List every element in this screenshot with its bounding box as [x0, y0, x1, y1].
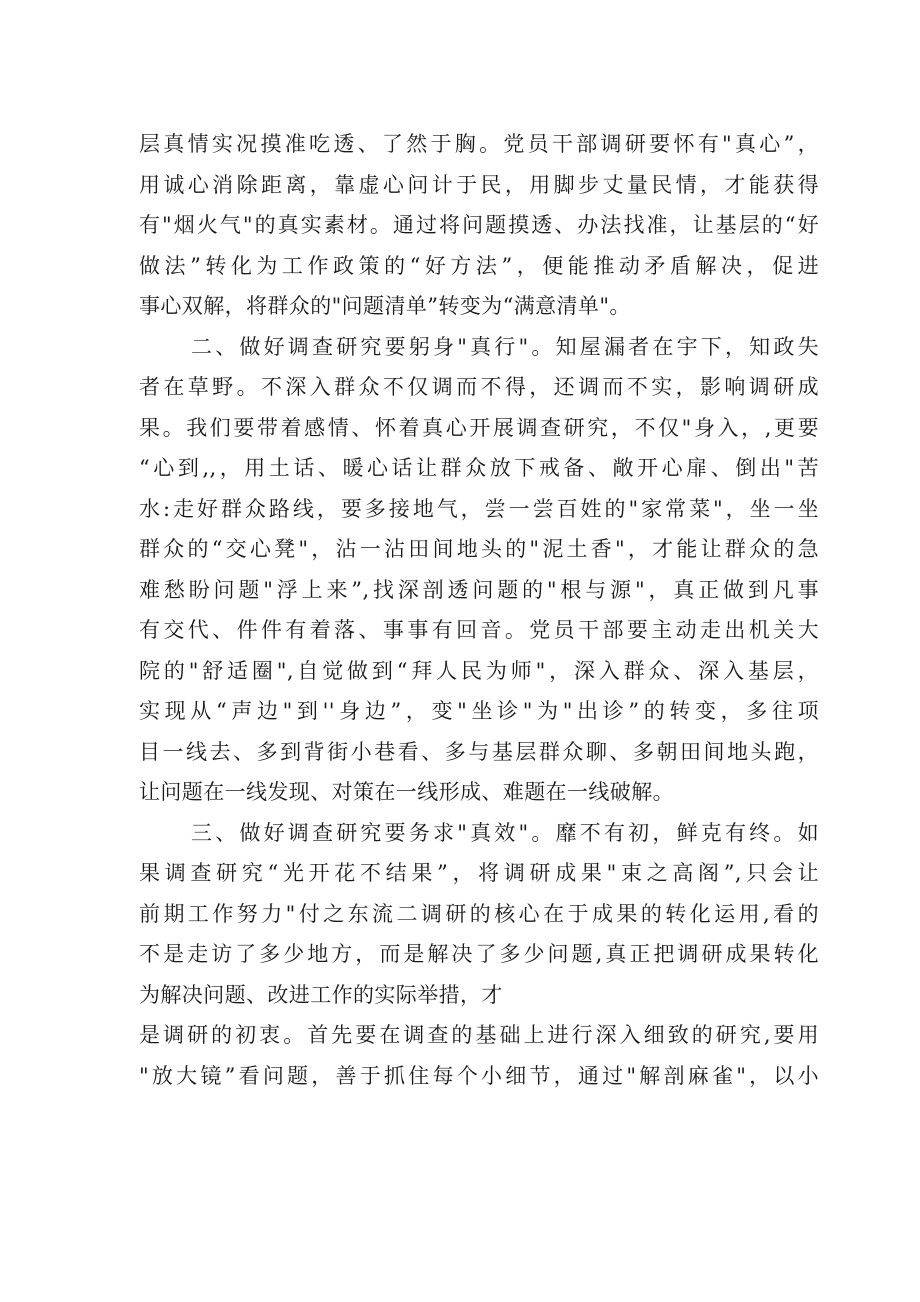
text-line: 者在草野。不深入群众不仅调而不得，还调而不实，影响调研成 — [139, 375, 819, 399]
text-line: 不是走访了多少地方，而是解决了多少问题,真正把调研成果转化 — [139, 942, 819, 966]
document-body — [139, 124, 819, 1096]
text-line: 用诚心消除距离，靠虚心问计于民，用脚步丈量民情，才能获得 — [139, 172, 819, 197]
text-line: 有"烟火气"的真实素材。通过将问题摸透、办法找准，让基层的“好 — [139, 213, 819, 237]
text-line: 果调查研究“光开花不结果”，将调研成果"束之高阁”,只会让 — [139, 861, 819, 885]
text-line: 难愁盼问题"浮上来”,找深剖透问题的"根与源"，真正做到凡事 — [139, 577, 819, 602]
text-line: 二、做好调查研究要躬身"真行"。知屋漏者在宇下，知政失 — [191, 334, 819, 359]
text-line: 事心双解，将群众的"问题清单”转变为“满意清单"。 — [139, 294, 631, 318]
text-line: 目一线去、多到背街小巷看、多与基层群众聊、多朝田间地头跑， — [139, 739, 819, 764]
text-line: "放大镜”看问题，善于抓住每个小细节，通过"解剖麻雀"，以小 — [139, 1063, 819, 1088]
text-line: 实现从“声边"到''身边”，变"坐诊"为"出诊”的转变，多往项 — [139, 699, 819, 723]
text-line: 果。我们要带着感情、怀着真心开展调查研究，不仅"身入，,更要 — [139, 415, 819, 440]
text-line: 前期工作努力"付之东流二调研的核心在于成果的转化运用,看的 — [139, 901, 819, 926]
text-line: 水:走好群众路线，要多接地气，尝一尝百姓的"家常菜"，坐一坐 — [139, 496, 819, 521]
text-line: “心到,,，用土话、暖心话让群众放下戒备、敞开心扉、倒出"苦 — [139, 456, 819, 480]
text-line: 群众的“交心凳"，沾一沾田间地头的"泥土香"，才能让群众的急 — [139, 537, 819, 561]
text-line: 三、做好调查研究要务求"真效"。靡不有初，鲜克有终。如 — [191, 820, 819, 845]
text-line: 做法”转化为工作政策的“好方法”，便能推动矛盾解决，促进 — [139, 253, 819, 278]
text-line: 院的"舒适圈",自觉做到“拜人民为师"，深入群众、深入基层， — [139, 658, 819, 683]
text-line: 为解决问题、改进工作的实际举措，才 — [139, 982, 503, 1007]
text-line: 是调研的初衷。首先要在调查的基础上进行深入细致的研究,要用 — [139, 1023, 819, 1047]
text-line: 层真情实况摸准吃透、了然于胸。党员干部调研要怀有"真心”， — [139, 132, 819, 156]
text-line: 有交代、件件有着落、事事有回音。党员干部要主动走出机关大 — [139, 618, 819, 642]
text-line: 让问题在一线发现、对策在一线形成、难题在一线破解。 — [139, 780, 674, 804]
